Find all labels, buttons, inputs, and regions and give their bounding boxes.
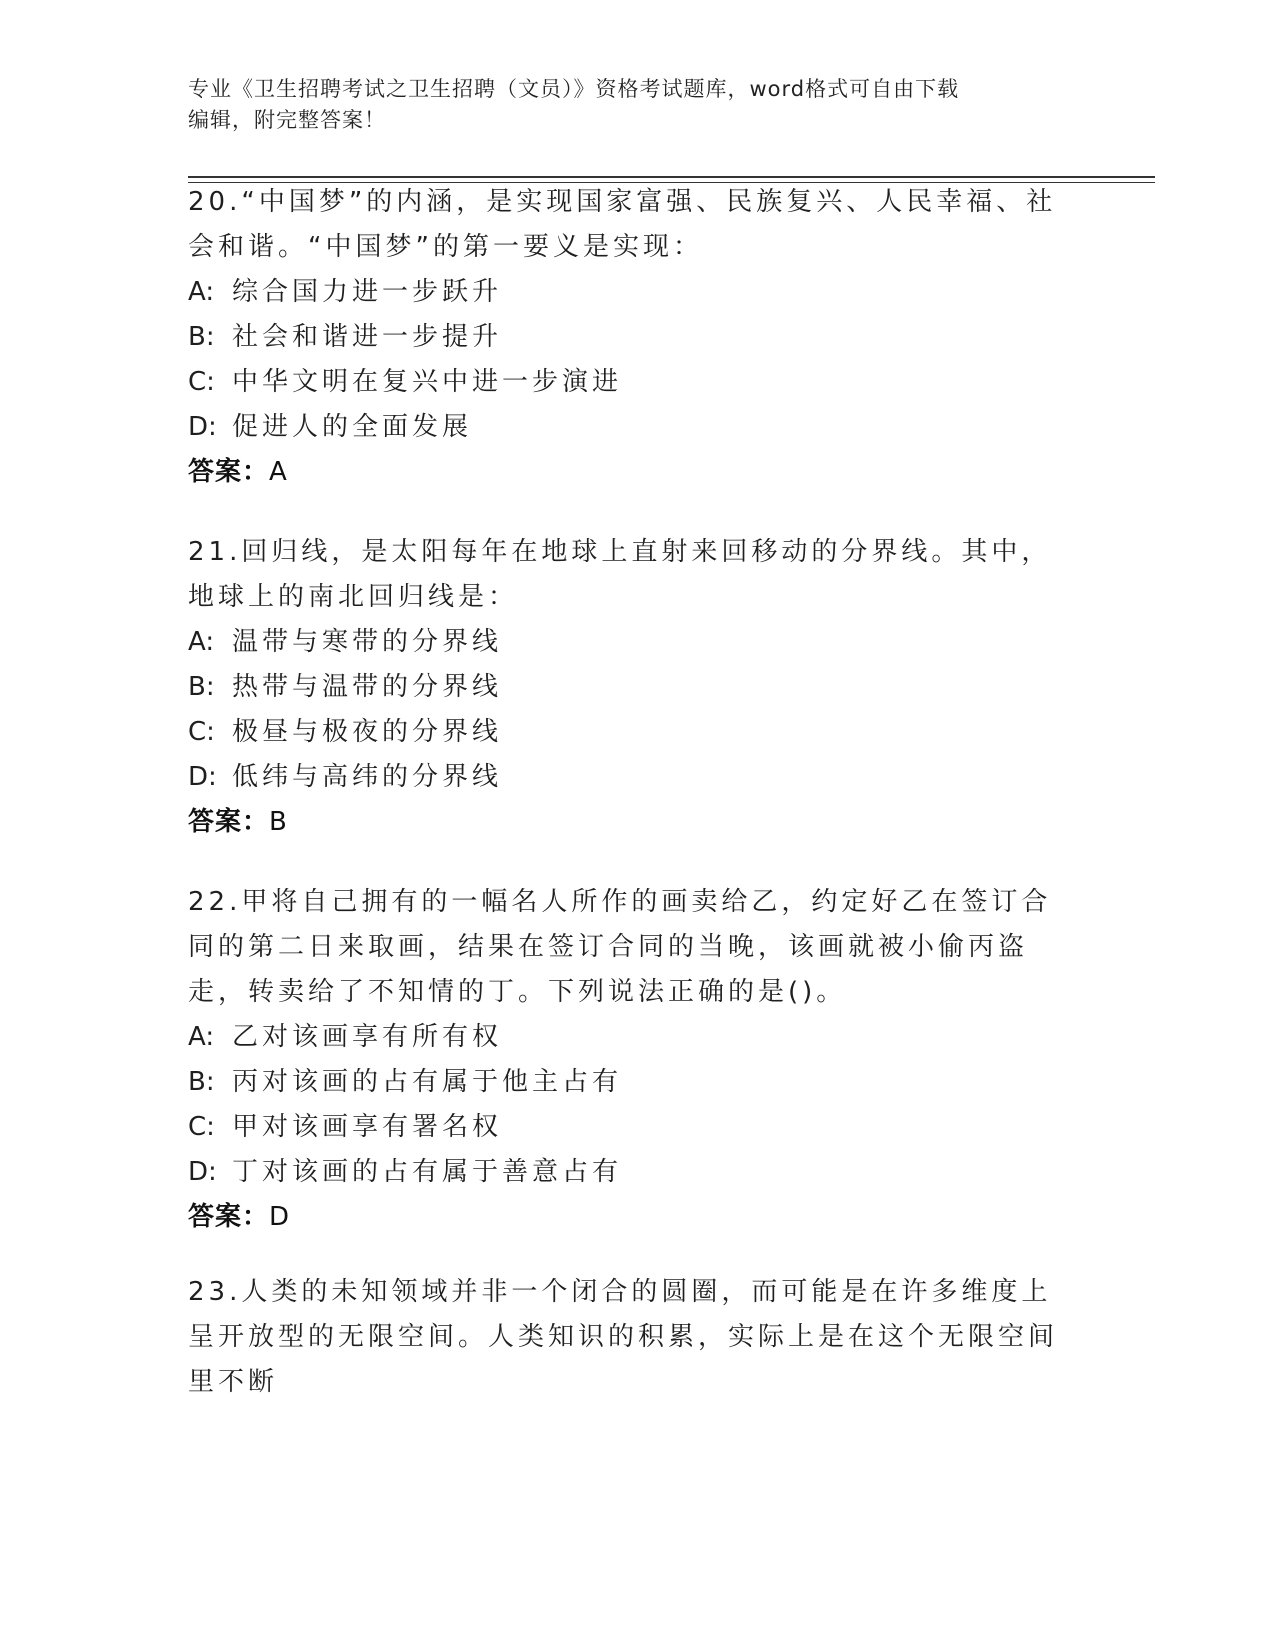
option-key: C: xyxy=(188,367,215,397)
option-key: A: xyxy=(188,277,215,307)
option-text: 促进人的全面发展 xyxy=(232,412,473,442)
option-text: 丁对该画的占有属于善意占有 xyxy=(232,1157,623,1187)
option-text: 低纬与高纬的分界线 xyxy=(232,762,503,792)
answer-line xyxy=(188,450,1068,495)
option-d xyxy=(188,755,1068,800)
header-divider-thick xyxy=(188,176,1155,178)
answer-label: 答案： xyxy=(188,1202,270,1232)
option-c xyxy=(188,1105,1068,1150)
answer-label: 答案： xyxy=(188,457,270,487)
header-line-1: 专业《卫生招聘考试之卫生招聘（文员）》资格考试题库，word格式可自由下载 xyxy=(188,77,960,101)
option-text: 甲对该画享有署名权 xyxy=(232,1112,503,1142)
answer-value: B xyxy=(269,807,288,837)
option-d xyxy=(188,405,1068,450)
option-key: B: xyxy=(188,1067,215,1097)
answer-line xyxy=(188,1195,1068,1240)
answer-value: A xyxy=(269,457,288,487)
document-header xyxy=(188,74,1088,136)
question-22 xyxy=(188,880,1068,1240)
option-c xyxy=(188,360,1068,405)
option-text: 温带与寒带的分界线 xyxy=(232,627,503,657)
option-key: C: xyxy=(188,1112,215,1142)
option-key: A: xyxy=(188,627,215,657)
question-stem: 23.人类的未知领域并非一个闭合的圆圈，而可能是在许多维度上呈开放型的无限空间。人类知识的积累，实际上是在这个无限空间里不断 xyxy=(188,1277,1059,1397)
option-text: 乙对该画享有所有权 xyxy=(232,1022,503,1052)
option-a xyxy=(188,620,1068,665)
option-text: 中华文明在复兴中进一步演进 xyxy=(232,367,623,397)
option-a xyxy=(188,270,1068,315)
option-c xyxy=(188,710,1068,755)
option-key: A: xyxy=(188,1022,215,1052)
option-a xyxy=(188,1015,1068,1060)
question-stem: 20.“中国梦”的内涵，是实现国家富强、民族复兴、人民幸福、社会和谐。“中国梦”的第一要义是实现： xyxy=(188,187,1057,262)
answer-label: 答案： xyxy=(188,807,270,837)
option-text: 热带与温带的分界线 xyxy=(232,672,503,702)
option-key: D: xyxy=(188,1157,217,1187)
option-d xyxy=(188,1150,1068,1195)
answer-line xyxy=(188,800,1068,845)
option-key: C: xyxy=(188,717,215,747)
option-b xyxy=(188,315,1068,360)
option-b xyxy=(188,665,1068,710)
option-key: D: xyxy=(188,762,217,792)
question-stem: 22.甲将自己拥有的一幅名人所作的画卖给乙，约定好乙在签订合同的第二日来取画，结果在签订合同的当晚，该画就被小偷丙盗走，转卖给了不知情的丁。下列说法正确的是()。 xyxy=(188,887,1052,1007)
option-text: 极昼与极夜的分界线 xyxy=(232,717,503,747)
option-key: B: xyxy=(188,322,215,352)
question-21 xyxy=(188,530,1068,845)
question-20 xyxy=(188,180,1068,495)
answer-value: D xyxy=(269,1202,291,1232)
option-text: 综合国力进一步跃升 xyxy=(232,277,503,307)
question-stem: 21.回归线，是太阳每年在地球上直射来回移动的分界线。其中，地球上的南北回归线是： xyxy=(188,537,1052,612)
option-text: 社会和谐进一步提升 xyxy=(232,322,503,352)
option-key: B: xyxy=(188,672,215,702)
header-line-2: 编辑，附完整答案！ xyxy=(188,108,386,132)
option-text: 丙对该画的占有属于他主占有 xyxy=(232,1067,623,1097)
question-23 xyxy=(188,1270,1068,1405)
option-key: D: xyxy=(188,412,217,442)
option-b xyxy=(188,1060,1068,1105)
